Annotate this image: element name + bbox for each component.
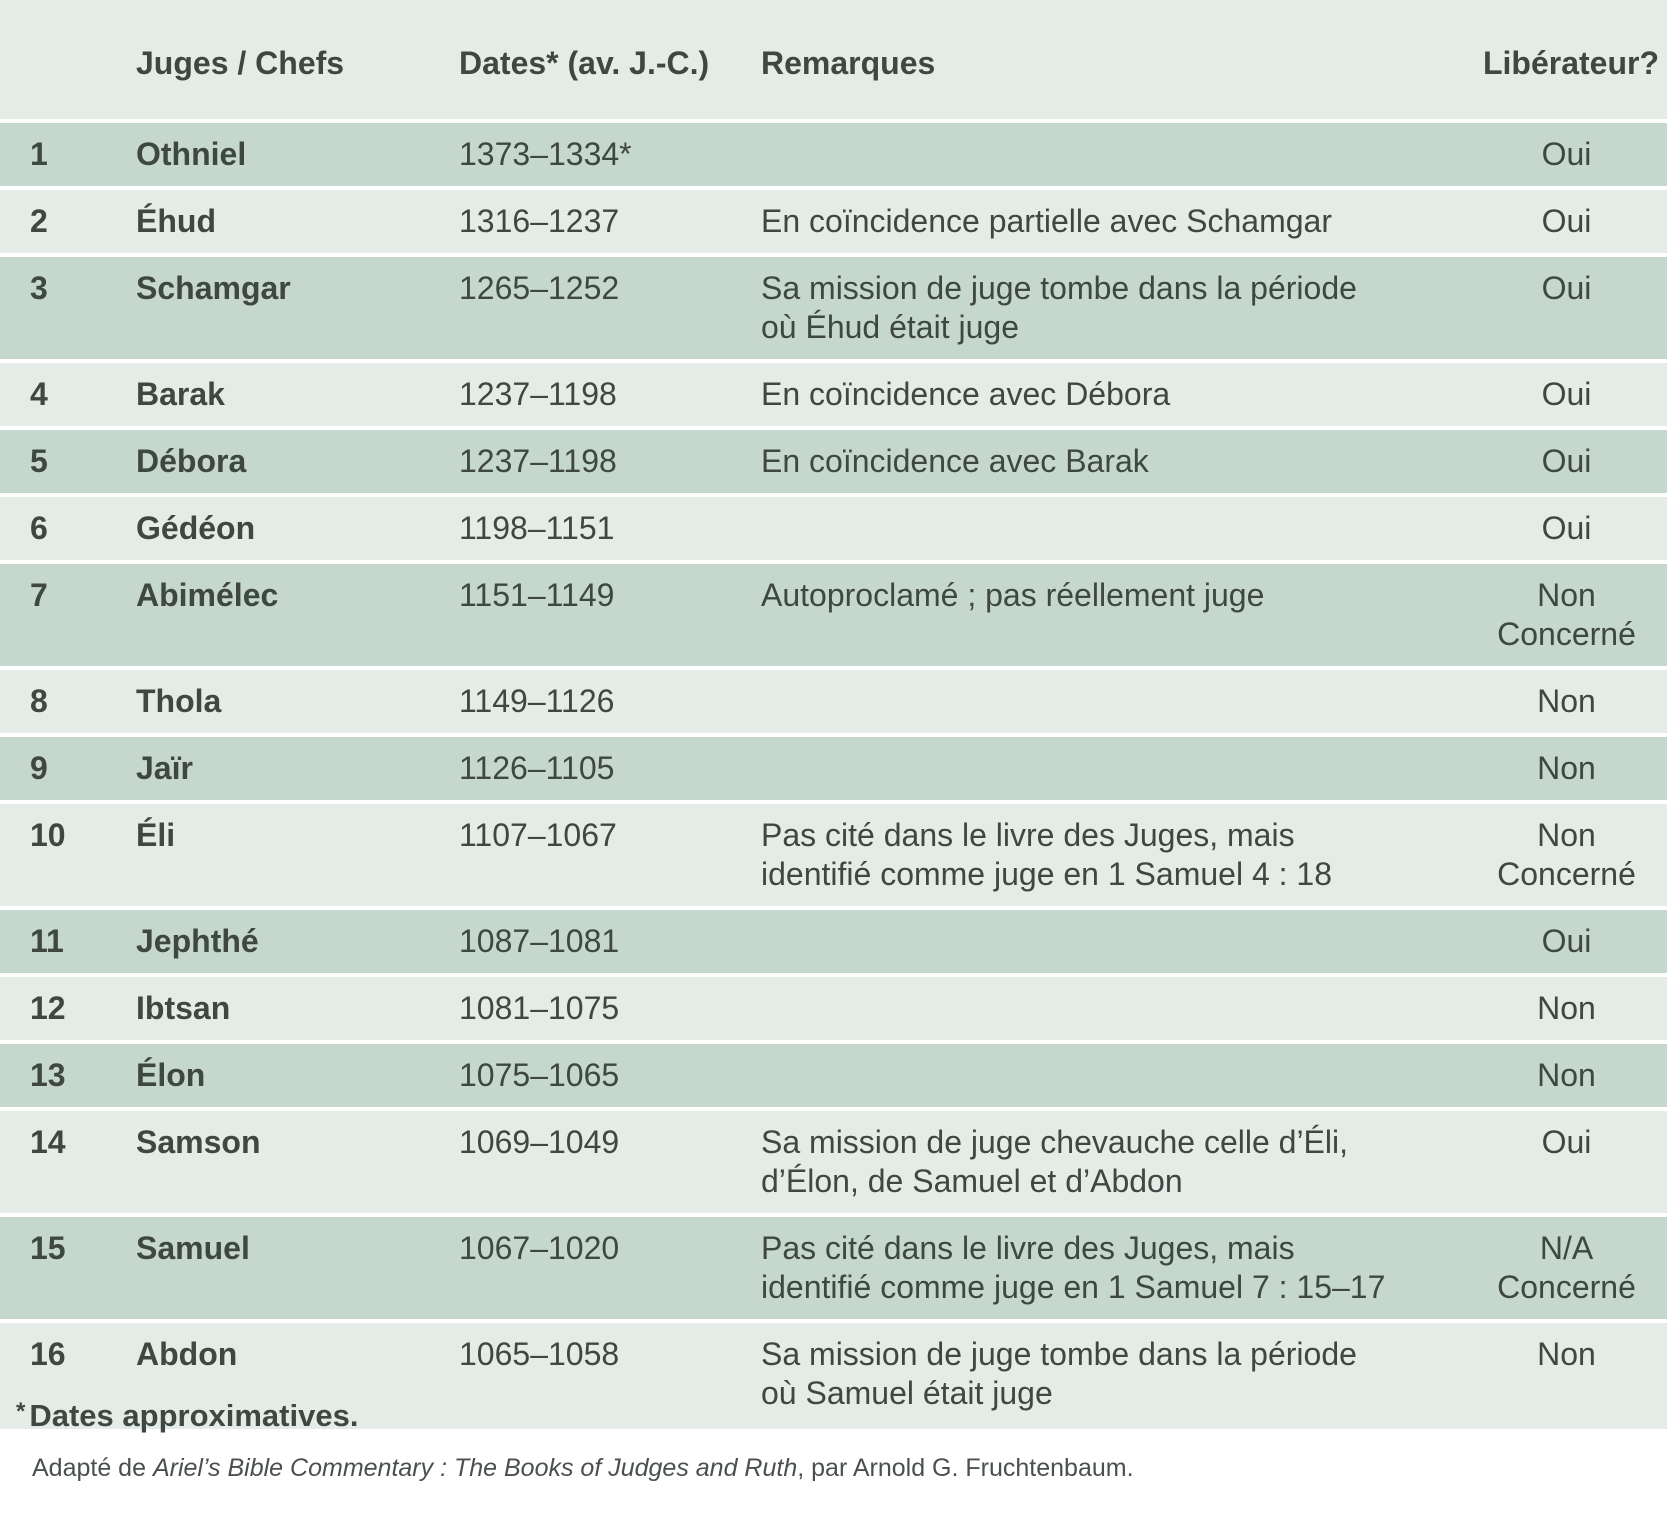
cell-liberator: [1466, 1217, 1667, 1323]
cell-dates-text: 1316–1237: [459, 203, 620, 239]
header-remarks: Remarques: [761, 0, 1466, 123]
cell-name-text: Débora: [136, 443, 247, 479]
cell-dates: [459, 1217, 761, 1323]
cell-dates: [459, 497, 761, 564]
table-row: [0, 804, 1667, 910]
cell-dates-text: 1126–1105: [459, 750, 615, 786]
cell-liberator-text: Non: [1537, 1336, 1596, 1372]
cell-name: [136, 1111, 459, 1217]
header-dates: Dates* (av. J.-C.): [459, 0, 761, 123]
cell-dates: [459, 804, 761, 910]
cell-remarks-text: Autoproclamé ; pas réellement juge: [761, 577, 1265, 613]
cell-name-text: Jephthé: [136, 923, 259, 959]
cell-remarks: [761, 1111, 1466, 1217]
cell-liberator: [1466, 737, 1667, 804]
cell-name-text: Abdon: [136, 1336, 238, 1372]
cell-liberator-text: Oui: [1541, 270, 1592, 306]
table-header-row: [0, 0, 1667, 123]
table-row: [0, 1044, 1667, 1111]
cell-dates-text: 1087–1081: [459, 923, 620, 959]
cell-dates: [459, 737, 761, 804]
cell-remarks: [761, 190, 1466, 257]
cell-num-text: 5: [30, 443, 48, 479]
cell-name-text: Éhud: [136, 203, 216, 239]
cell-num-text: 16: [30, 1336, 66, 1372]
cell-liberator: [1466, 123, 1667, 190]
cell-name-text: Schamgar: [136, 270, 291, 306]
footnote: [16, 1398, 358, 1434]
cell-dates-text: 1069–1049: [459, 1124, 620, 1160]
cell-liberator: [1466, 804, 1667, 910]
table-row: [0, 1217, 1667, 1323]
cell-remarks: [761, 430, 1466, 497]
cell-num: [0, 363, 136, 430]
cell-name-text: Samuel: [136, 1230, 250, 1266]
cell-num: [0, 430, 136, 497]
table-row: [0, 564, 1667, 670]
cell-liberator-text: Non: [1537, 1057, 1596, 1093]
cell-liberator-text: Oui: [1541, 923, 1592, 959]
cell-num: [0, 257, 136, 363]
cell-remarks: [761, 564, 1466, 670]
source-prefix: Adapté de: [32, 1454, 153, 1482]
table-row: [0, 430, 1667, 497]
cell-dates: [459, 1323, 761, 1429]
table-row: [0, 363, 1667, 430]
cell-name-text: Jaïr: [136, 750, 193, 786]
cell-name: [136, 1217, 459, 1323]
cell-liberator-text: Non Concerné: [1497, 577, 1636, 652]
cell-name: [136, 363, 459, 430]
cell-remarks-text: En coïncidence partielle avec Schamgar: [761, 203, 1332, 239]
cell-num: [0, 670, 136, 737]
cell-liberator: [1466, 1044, 1667, 1111]
cell-remarks-text: Sa mission de juge tombe dans la période où Samuel était juge: [761, 1336, 1357, 1411]
cell-name: [136, 910, 459, 977]
cell-liberator-text: Oui: [1541, 136, 1592, 172]
cell-remarks-text: Sa mission de juge chevauche celle d’Éli, d’Élon, de Samuel et d’Abdon: [761, 1124, 1348, 1199]
cell-remarks: [761, 1044, 1466, 1111]
cell-dates-text: 1067–1020: [459, 1230, 620, 1266]
cell-remarks: [761, 1323, 1466, 1429]
cell-dates: [459, 190, 761, 257]
cell-dates: [459, 910, 761, 977]
cell-liberator: [1466, 190, 1667, 257]
cell-num-text: 2: [30, 203, 48, 239]
cell-dates-text: 1107–1067: [459, 817, 617, 853]
cell-liberator: [1466, 670, 1667, 737]
cell-dates-text: 1081–1075: [459, 990, 620, 1026]
table-row: [0, 123, 1667, 190]
cell-name: [136, 670, 459, 737]
cell-num-text: 10: [30, 817, 66, 853]
cell-dates-text: 1075–1065: [459, 1057, 620, 1093]
table-row: [0, 737, 1667, 804]
cell-dates-text: 1265–1252: [459, 270, 620, 306]
cell-dates: [459, 670, 761, 737]
cell-remarks-text: En coïncidence avec Débora: [761, 376, 1171, 412]
header-liberator: Libérateur?: [1466, 0, 1667, 123]
cell-dates-text: 1237–1198: [459, 443, 617, 479]
cell-name: [136, 564, 459, 670]
cell-remarks: [761, 123, 1466, 190]
table-body: [0, 123, 1667, 1429]
cell-remarks: [761, 497, 1466, 564]
cell-name: [136, 430, 459, 497]
cell-num-text: 6: [30, 510, 48, 546]
cell-remarks-text: Pas cité dans le livre des Juges, mais identifié comme juge en 1 Samuel 4 : 18: [761, 817, 1332, 892]
cell-num: [0, 190, 136, 257]
cell-num-text: 14: [30, 1124, 66, 1160]
cell-name-text: Abimélec: [136, 577, 279, 613]
cell-num: [0, 804, 136, 910]
table-row: [0, 257, 1667, 363]
cell-name-text: Samson: [136, 1124, 261, 1160]
header-name: Juges / Chefs: [136, 0, 459, 123]
cell-name: [136, 190, 459, 257]
cell-num-text: 11: [30, 923, 64, 959]
cell-remarks: [761, 363, 1466, 430]
cell-name: [136, 497, 459, 564]
cell-num: [0, 737, 136, 804]
cell-liberator-text: N/A Concerné: [1497, 1230, 1636, 1305]
cell-dates: [459, 1111, 761, 1217]
cell-num: [0, 977, 136, 1044]
cell-name: [136, 977, 459, 1044]
cell-remarks-text: Sa mission de juge tombe dans la période où Éhud était juge: [761, 270, 1357, 345]
cell-dates-text: 1065–1058: [459, 1336, 620, 1372]
cell-liberator: [1466, 1111, 1667, 1217]
cell-num-text: 4: [30, 376, 48, 412]
cell-num: [0, 910, 136, 977]
source-credit: [32, 1454, 1134, 1483]
cell-dates: [459, 363, 761, 430]
cell-dates: [459, 1044, 761, 1111]
cell-name-text: Élon: [136, 1057, 206, 1093]
table-row: [0, 1111, 1667, 1217]
cell-liberator: [1466, 910, 1667, 977]
cell-num: [0, 1111, 136, 1217]
cell-dates: [459, 430, 761, 497]
cell-liberator-text: Oui: [1541, 1124, 1592, 1160]
cell-name: [136, 257, 459, 363]
cell-name: [136, 804, 459, 910]
cell-liberator-text: Oui: [1541, 443, 1592, 479]
cell-name-text: Othniel: [136, 136, 247, 172]
cell-name: [136, 123, 459, 190]
cell-liberator: [1466, 363, 1667, 430]
cell-name-text: Éli: [136, 817, 176, 853]
cell-dates: [459, 564, 761, 670]
table-row: [0, 497, 1667, 564]
cell-liberator: [1466, 497, 1667, 564]
cell-dates: [459, 257, 761, 363]
cell-num: [0, 123, 136, 190]
table-row: [0, 670, 1667, 737]
cell-dates: [459, 123, 761, 190]
cell-liberator: [1466, 430, 1667, 497]
cell-remarks: [761, 910, 1466, 977]
cell-dates-text: 1149–1126: [459, 683, 615, 719]
cell-remarks: [761, 257, 1466, 363]
cell-num: [0, 1217, 136, 1323]
footnote-star: *: [16, 1398, 26, 1425]
cell-num-text: 12: [30, 990, 66, 1026]
cell-remarks-text: En coïncidence avec Barak: [761, 443, 1149, 479]
cell-remarks: [761, 1217, 1466, 1323]
cell-num-text: 3: [30, 270, 48, 306]
cell-liberator-text: Non: [1537, 683, 1596, 719]
source-suffix: , par Arnold G. Fruchtenbaum.: [797, 1454, 1134, 1482]
cell-liberator-text: Non: [1537, 750, 1596, 786]
cell-name: [136, 1044, 459, 1111]
cell-remarks: [761, 804, 1466, 910]
cell-num-text: 9: [30, 750, 48, 786]
cell-liberator: [1466, 977, 1667, 1044]
table-row: [0, 190, 1667, 257]
cell-remarks-text: Pas cité dans le livre des Juges, mais identifié comme juge en 1 Samuel 7 : 15–17: [761, 1230, 1386, 1305]
cell-dates-text: 1198–1151: [459, 510, 615, 546]
cell-liberator-text: Non: [1537, 990, 1596, 1026]
cell-num-text: 13: [30, 1057, 66, 1093]
cell-dates-text: 1151–1149: [459, 577, 615, 613]
footnote-text: Dates approximatives.: [29, 1398, 359, 1433]
cell-liberator: [1466, 257, 1667, 363]
cell-name-text: Ibtsan: [136, 990, 231, 1026]
cell-name: [136, 737, 459, 804]
cell-dates-text: 1237–1198: [459, 376, 617, 412]
cell-name-text: Gédéon: [136, 510, 256, 546]
cell-num-text: 1: [30, 136, 48, 172]
table-row: [0, 977, 1667, 1044]
table-row: [0, 910, 1667, 977]
cell-num-text: 15: [30, 1230, 66, 1266]
cell-remarks: [761, 977, 1466, 1044]
cell-num: [0, 564, 136, 670]
cell-remarks: [761, 670, 1466, 737]
cell-liberator-text: Oui: [1541, 510, 1592, 546]
header-num: [0, 0, 136, 123]
cell-num-text: 8: [30, 683, 48, 719]
cell-liberator-text: Oui: [1541, 203, 1592, 239]
cell-liberator: [1466, 1323, 1667, 1429]
cell-name-text: Barak: [136, 376, 225, 412]
cell-name-text: Thola: [136, 683, 222, 719]
source-title: Ariel’s Bible Commentary : The Books of Judges and Ruth: [152, 1454, 798, 1482]
cell-dates: [459, 977, 761, 1044]
cell-liberator-text: Non Concerné: [1497, 817, 1636, 892]
cell-num-text: 7: [30, 577, 48, 613]
cell-liberator: [1466, 564, 1667, 670]
cell-num: [0, 1044, 136, 1111]
cell-num: [0, 497, 136, 564]
cell-dates-text: 1373–1334*: [459, 136, 632, 172]
cell-remarks: [761, 737, 1466, 804]
cell-liberator-text: Oui: [1541, 376, 1592, 412]
